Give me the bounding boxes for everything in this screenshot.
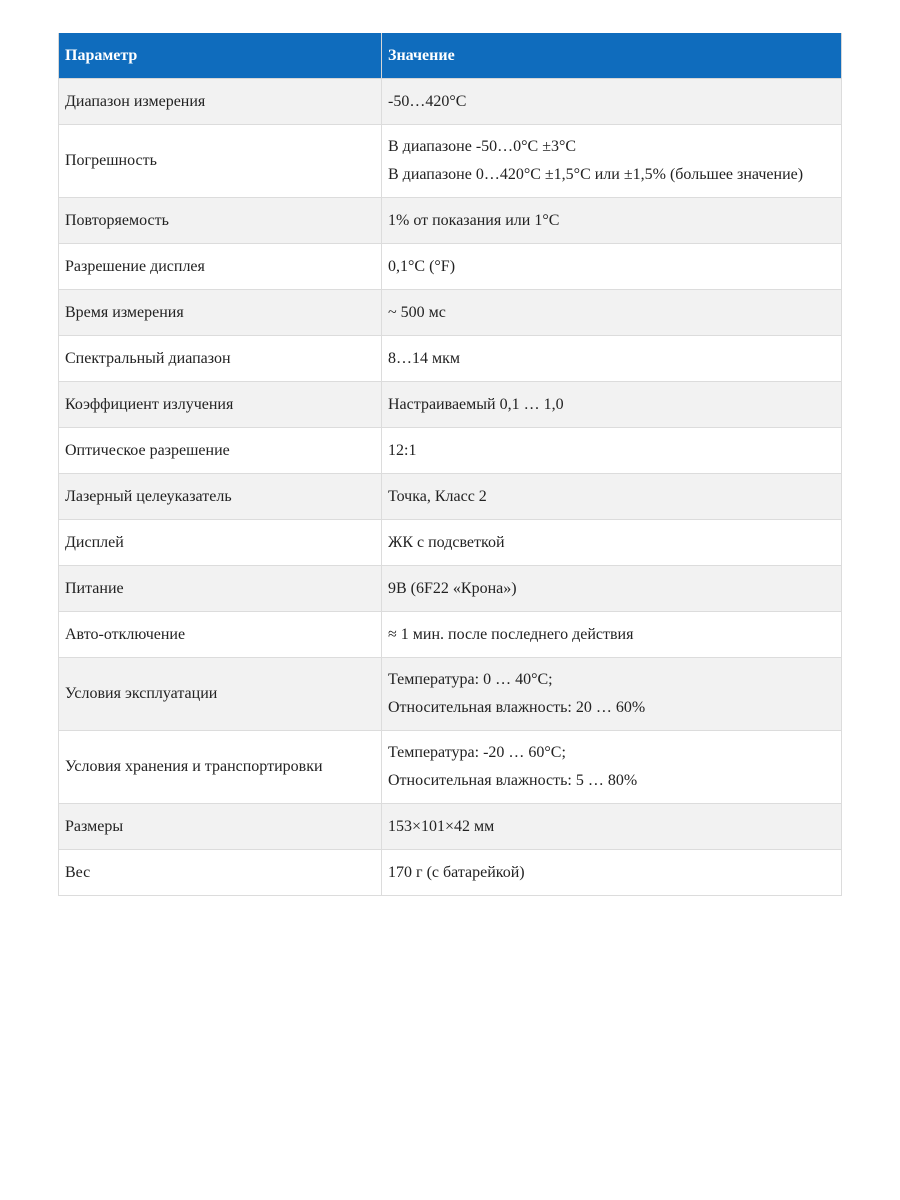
table-row xyxy=(59,428,842,474)
param-cell: Коэффициент излучения xyxy=(59,382,382,428)
value-line: В диапазоне -50…0°C ±3°C xyxy=(388,138,577,155)
table-row xyxy=(59,731,842,804)
value-line: 9В (6F22 «Крона») xyxy=(388,579,517,597)
param-cell: Повторяемость xyxy=(59,198,382,244)
param-cell: Лазерный целеуказатель xyxy=(59,474,382,520)
value-line: -50…420°C xyxy=(388,92,467,110)
table-row xyxy=(59,474,842,520)
value-cell xyxy=(382,125,842,198)
header-value: Значение xyxy=(382,33,842,79)
value-cell xyxy=(382,566,842,612)
spec-table xyxy=(58,33,842,896)
value-line: 170 г (с батарейкой) xyxy=(388,863,525,881)
table-row xyxy=(59,566,842,612)
value-cell xyxy=(382,804,842,850)
value-cell xyxy=(382,336,842,382)
param-cell: Оптическое разрешение xyxy=(59,428,382,474)
table-row xyxy=(59,244,842,290)
table-row xyxy=(59,658,842,731)
value-line: 12:1 xyxy=(388,441,417,459)
value-cell xyxy=(382,520,842,566)
value-cell xyxy=(382,244,842,290)
value-line: ~ 500 мс xyxy=(388,303,446,321)
param-cell: Условия эксплуатации xyxy=(59,658,382,731)
value-line: Температура: 0 … 40°C; xyxy=(388,671,553,688)
table-row xyxy=(59,382,842,428)
value-cell xyxy=(382,290,842,336)
value-line: 153×101×42 мм xyxy=(388,817,495,835)
param-cell: Диапазон измерения xyxy=(59,79,382,125)
param-cell: Авто-отключение xyxy=(59,612,382,658)
table-row xyxy=(59,520,842,566)
param-cell: Дисплей xyxy=(59,520,382,566)
param-cell: Погрешность xyxy=(59,125,382,198)
value-cell xyxy=(382,428,842,474)
value-cell xyxy=(382,850,842,896)
value-line: ≈ 1 мин. после последнего действия xyxy=(388,625,634,643)
table-header-row xyxy=(59,33,842,79)
value-line: 8…14 мкм xyxy=(388,349,461,367)
param-cell: Разрешение дисплея xyxy=(59,244,382,290)
value-line: Относительная влажность: 5 … 80% xyxy=(388,772,638,789)
table-row xyxy=(59,198,842,244)
param-cell: Время измерения xyxy=(59,290,382,336)
param-cell: Питание xyxy=(59,566,382,612)
table-row xyxy=(59,850,842,896)
value-line: Относительная влажность: 20 … 60% xyxy=(388,699,646,716)
value-line: 1% от показания или 1°C xyxy=(388,211,560,229)
value-cell xyxy=(382,612,842,658)
value-cell xyxy=(382,474,842,520)
param-cell: Размеры xyxy=(59,804,382,850)
table-row xyxy=(59,290,842,336)
table-row xyxy=(59,336,842,382)
value-line: 0,1°C (°F) xyxy=(388,257,456,275)
value-cell xyxy=(382,198,842,244)
table-row xyxy=(59,79,842,125)
value-line: Точка, Класс 2 xyxy=(388,487,487,505)
table-body xyxy=(59,79,842,896)
value-cell xyxy=(382,658,842,731)
table-row xyxy=(59,804,842,850)
value-line: ЖК с подсветкой xyxy=(388,533,505,551)
param-cell: Вес xyxy=(59,850,382,896)
value-cell xyxy=(382,382,842,428)
value-line: Настраиваемый 0,1 … 1,0 xyxy=(388,395,564,413)
value-line: В диапазоне 0…420°C ±1,5°C или ±1,5% (большее значение) xyxy=(388,166,804,183)
value-cell xyxy=(382,731,842,804)
value-cell xyxy=(382,79,842,125)
param-cell: Условия хранения и транспортировки xyxy=(59,731,382,804)
header-param: Параметр xyxy=(59,33,382,79)
param-cell: Спектральный диапазон xyxy=(59,336,382,382)
table-row xyxy=(59,612,842,658)
value-line: Температура: -20 … 60°C; xyxy=(388,744,566,761)
table-row xyxy=(59,125,842,198)
